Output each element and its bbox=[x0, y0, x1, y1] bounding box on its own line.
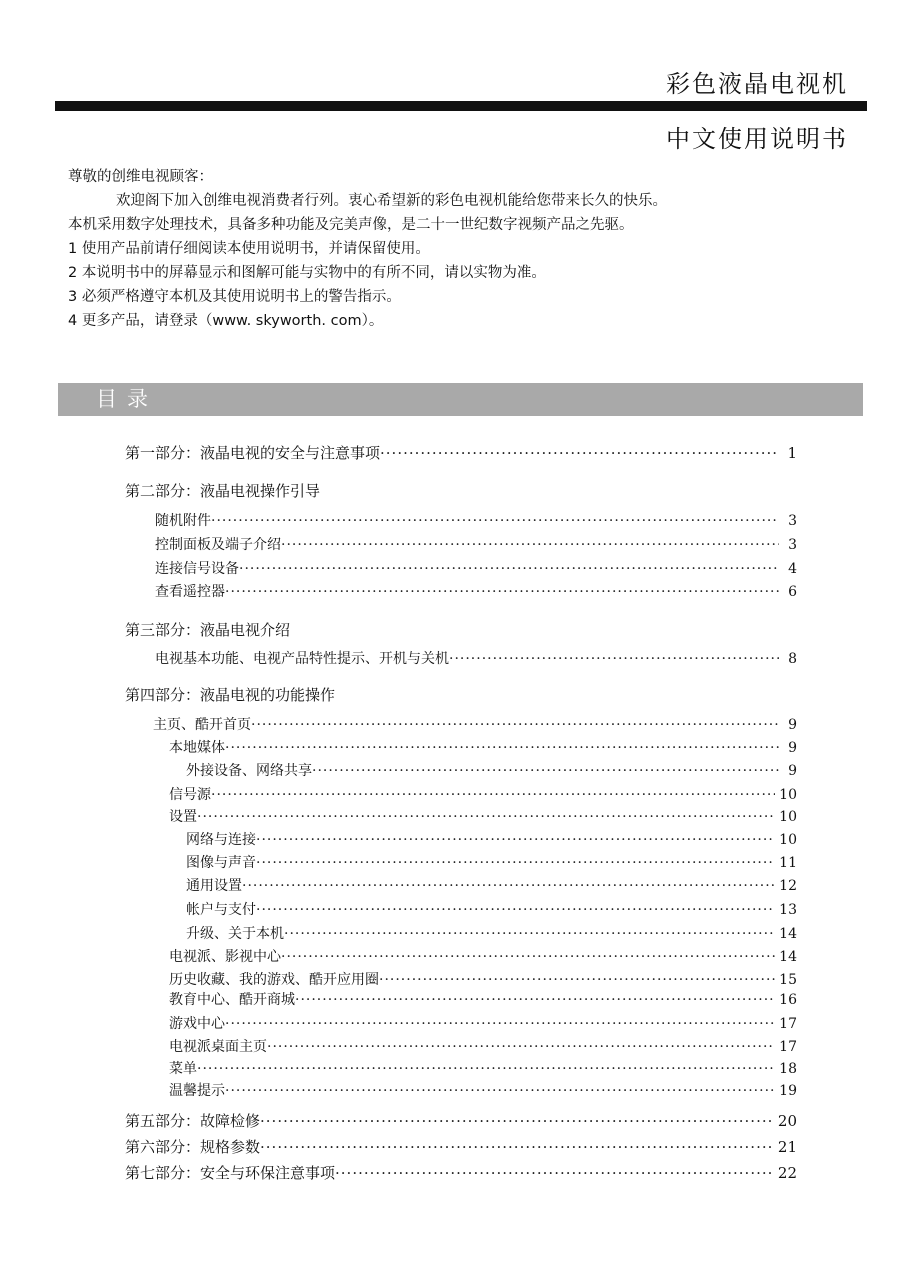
toc-page-number: 21 bbox=[777, 1138, 797, 1156]
toc-part-label: 第五部分：故障检修 bbox=[125, 1112, 261, 1130]
toc-page-number: 22 bbox=[777, 1164, 797, 1182]
note-item: 2 本说明书中的屏幕显示和图解可能与实物中的有所不同，请以实物为准。 bbox=[68, 265, 546, 281]
toc-part-label: 第六部分：规格参数 bbox=[125, 1138, 261, 1156]
toc-entry[interactable] bbox=[169, 969, 797, 991]
toc-leader-dots bbox=[256, 829, 775, 851]
toc-page-number: 17 bbox=[779, 1016, 797, 1032]
toc-leader-dots bbox=[239, 558, 779, 580]
toc-entry[interactable] bbox=[169, 806, 797, 828]
toc-entry-label: 历史收藏、我的游戏、酷开应用圈 bbox=[169, 972, 379, 988]
toc-entry-label: 教育中心、酷开商城 bbox=[169, 992, 295, 1008]
header-rule bbox=[55, 101, 867, 111]
toc-leader-dots bbox=[379, 969, 775, 991]
toc-entry-label: 图像与声音 bbox=[186, 855, 256, 871]
toc-page-number: 10 bbox=[779, 809, 797, 825]
welcome-text: 欢迎阁下加入创维电视消费者行列。衷心希望新的彩色电视机能给您带来长久的快乐。 bbox=[116, 193, 667, 209]
toc-leader-dots bbox=[267, 1036, 775, 1058]
toc-entry[interactable] bbox=[155, 510, 797, 532]
toc-entry-label: 外接设备、网络共享 bbox=[186, 763, 312, 779]
toc-entry-label: 信号源 bbox=[169, 787, 211, 803]
toc-page-number: 9 bbox=[788, 763, 797, 779]
toc-leader-dots bbox=[295, 989, 775, 1011]
toc-entry[interactable] bbox=[169, 1058, 797, 1080]
toc-leader-dots bbox=[449, 648, 779, 670]
toc-part-label: 第七部分：安全与环保注意事项 bbox=[125, 1164, 336, 1182]
toc-entry-label: 帐户与支付 bbox=[186, 902, 256, 918]
toc-leader-dots bbox=[197, 806, 775, 828]
toc-entry[interactable] bbox=[169, 946, 797, 968]
toc-entry-label: 游戏中心 bbox=[169, 1016, 225, 1032]
toc-leader-dots bbox=[225, 1080, 775, 1102]
note-item: 3 必须严格遵守本机及其使用说明书上的警告指示。 bbox=[68, 289, 401, 305]
toc-entry-label: 连接信号设备 bbox=[155, 561, 239, 577]
greeting: 尊敬的创维电视顾客： bbox=[68, 169, 213, 185]
toc-entry[interactable] bbox=[169, 784, 797, 806]
toc-page-number: 6 bbox=[788, 584, 797, 600]
toc-leader-dots bbox=[260, 1110, 774, 1132]
toc-entry[interactable] bbox=[169, 1013, 797, 1035]
toc-page-number: 9 bbox=[788, 717, 797, 733]
toc-part-2[interactable]: 第二部分：液晶电视操作引导 bbox=[125, 482, 321, 500]
toc-leader-dots bbox=[225, 581, 779, 603]
toc-page-number: 3 bbox=[788, 513, 797, 529]
toc-leader-dots bbox=[256, 852, 775, 874]
toc-entry-label: 查看遥控器 bbox=[155, 584, 225, 600]
toc-entry[interactable] bbox=[169, 989, 797, 1011]
note-item: 1 使用产品前请仔细阅读本使用说明书，并请保留使用。 bbox=[68, 241, 430, 257]
toc-page-number: 13 bbox=[779, 902, 797, 918]
toc-heading-bar bbox=[58, 383, 863, 416]
toc-page-number: 19 bbox=[779, 1083, 797, 1099]
toc-part-1[interactable] bbox=[125, 442, 797, 464]
toc-entry[interactable] bbox=[186, 923, 797, 945]
document-title: 彩色液晶电视机 bbox=[666, 70, 848, 98]
toc-page-number: 15 bbox=[779, 972, 797, 988]
toc-leader-dots bbox=[211, 510, 779, 532]
toc-entry[interactable] bbox=[155, 648, 797, 670]
toc-entry-label: 电视派桌面主页 bbox=[169, 1039, 267, 1055]
toc-entry-label: 温馨提示 bbox=[169, 1083, 225, 1099]
toc-leader-dots bbox=[197, 1058, 775, 1080]
toc-leader-dots bbox=[281, 946, 775, 968]
toc-page-number: 14 bbox=[779, 949, 797, 965]
toc-leader-dots bbox=[225, 737, 779, 759]
toc-page-number: 16 bbox=[779, 992, 797, 1008]
toc-page-number: 11 bbox=[779, 855, 797, 871]
toc-part-label: 第一部分：液晶电视的安全与注意事项 bbox=[125, 444, 381, 462]
toc-part-4[interactable]: 第四部分：液晶电视的功能操作 bbox=[125, 686, 336, 704]
toc-entry[interactable] bbox=[153, 714, 797, 736]
toc-entry-label: 控制面板及端子介绍 bbox=[155, 537, 281, 553]
toc-page-number: 10 bbox=[779, 787, 797, 803]
toc-leader-dots bbox=[242, 875, 775, 897]
toc-entry-label: 网络与连接 bbox=[186, 832, 256, 848]
toc-page-number: 17 bbox=[779, 1039, 797, 1055]
toc-entry[interactable] bbox=[186, 829, 797, 851]
toc-leader-dots bbox=[251, 714, 779, 736]
toc-page-number: 12 bbox=[779, 878, 797, 894]
toc-entry-label: 本地媒体 bbox=[169, 740, 225, 756]
toc-page-number: 3 bbox=[788, 537, 797, 553]
toc-entry[interactable] bbox=[155, 581, 797, 603]
toc-entry[interactable] bbox=[186, 760, 797, 782]
toc-entry[interactable] bbox=[186, 852, 797, 874]
document-subtitle: 中文使用说明书 bbox=[666, 125, 848, 153]
toc-entry[interactable] bbox=[155, 534, 797, 556]
toc-page-number: 20 bbox=[777, 1112, 797, 1130]
toc-leader-dots bbox=[335, 1162, 774, 1184]
toc-entry[interactable] bbox=[155, 558, 797, 580]
tech-text: 本机采用数字处理技术，具备多种功能及完美声像，是二十一世纪数字视频产品之先驱。 bbox=[68, 217, 634, 233]
toc-entry-label: 通用设置 bbox=[186, 878, 242, 894]
toc-leader-dots bbox=[284, 923, 775, 945]
toc-page-number: 1 bbox=[787, 444, 797, 462]
toc-entry-label: 主页、酷开首页 bbox=[153, 717, 251, 733]
toc-leader-dots bbox=[281, 534, 779, 556]
toc-entry[interactable] bbox=[169, 1080, 797, 1102]
toc-page-number: 9 bbox=[788, 740, 797, 756]
toc-entry-label: 设置 bbox=[169, 809, 197, 825]
toc-entry[interactable] bbox=[169, 1036, 797, 1058]
toc-page-number: 14 bbox=[779, 926, 797, 942]
toc-leader-dots bbox=[312, 760, 779, 782]
toc-page-number: 10 bbox=[779, 832, 797, 848]
toc-entry[interactable] bbox=[186, 899, 797, 921]
toc-part-6[interactable] bbox=[125, 1136, 797, 1158]
toc-part-7[interactable] bbox=[125, 1162, 797, 1184]
toc-page-number: 4 bbox=[788, 561, 797, 577]
intro-section bbox=[68, 165, 868, 333]
toc-entry-label: 升级、关于本机 bbox=[186, 926, 284, 942]
toc-leader-dots bbox=[380, 442, 779, 464]
toc-entry[interactable] bbox=[169, 737, 797, 759]
toc-leader-dots bbox=[256, 899, 775, 921]
toc-leader-dots bbox=[225, 1013, 775, 1035]
toc-part-5[interactable] bbox=[125, 1110, 797, 1132]
toc-entry-label: 电视基本功能、电视产品特性提示、开机与关机 bbox=[155, 651, 449, 667]
toc-page-number: 8 bbox=[788, 651, 797, 667]
toc-leader-dots bbox=[260, 1136, 774, 1158]
note-item: 4 更多产品，请登录（www. skyworth. com）。 bbox=[68, 313, 384, 329]
toc-page-number: 18 bbox=[779, 1061, 797, 1077]
toc-entry[interactable] bbox=[186, 875, 797, 897]
toc-entry-label: 随机附件 bbox=[155, 513, 211, 529]
toc-entry-label: 菜单 bbox=[169, 1061, 197, 1077]
toc-part-3[interactable]: 第三部分：液晶电视介绍 bbox=[125, 621, 291, 639]
toc-leader-dots bbox=[211, 784, 775, 806]
toc-heading: 目录 bbox=[96, 387, 158, 411]
toc-entry-label: 电视派、影视中心 bbox=[169, 949, 281, 965]
